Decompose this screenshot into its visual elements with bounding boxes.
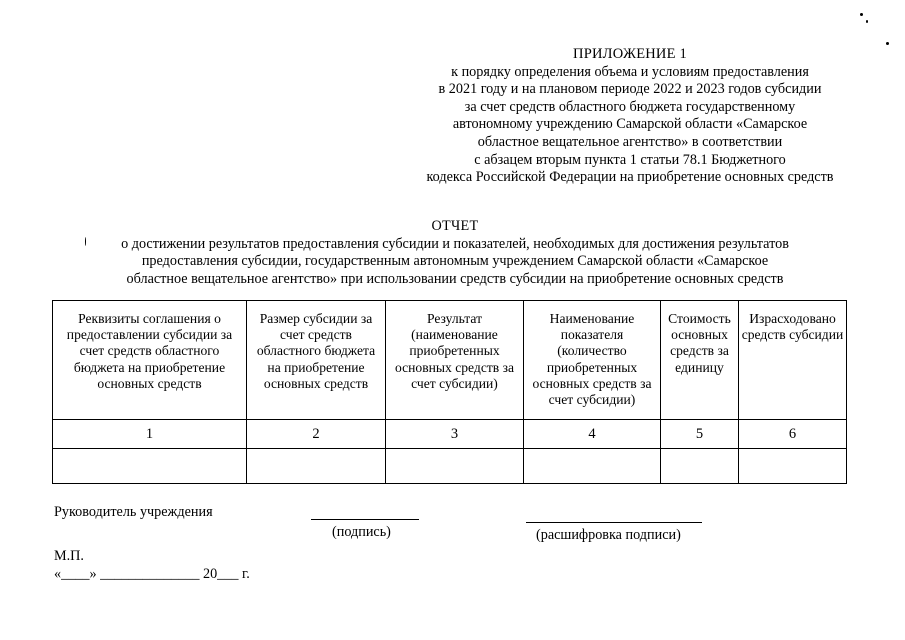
decoding-line: [526, 522, 702, 523]
column-number: 6: [739, 420, 847, 449]
decoding-caption: (расшифровка подписи): [536, 527, 681, 543]
report-line: областное вещательное агентство» при использовании средств субсидии на приобретение основных средств: [126, 270, 784, 287]
appendix-line: кодекса Российской Федерации на приобретение основных средств: [426, 169, 834, 186]
appendix-line: автономному учреждению Самарской области «Самарское: [452, 116, 808, 133]
header-agreement: Реквизиты соглашения о предоставлении субсидии за счет средств областного бюджета на приобретение основных средств: [53, 301, 247, 420]
report-heading: [60, 218, 850, 288]
appendix-title: ПРИЛОЖЕНИЕ 1: [573, 46, 687, 62]
table-cell: [53, 449, 247, 484]
header-spent: Израсходовано средств субсидии: [739, 301, 847, 420]
table-cell: [247, 449, 386, 484]
report-line: о достижении результатов предоставления субсидии и показателей, необходимых для достижения результатов: [121, 236, 789, 253]
appendix-line: областное вещательное агентство» в соответствии: [477, 133, 783, 150]
signature-caption: (подпись): [332, 524, 391, 540]
header-result: Результат (наименование приобретенных основных средств за счет субсидии): [386, 301, 524, 420]
table-cell: [386, 449, 524, 484]
table-cell: [524, 449, 661, 484]
table-cell: [739, 449, 847, 484]
scan-speck: [85, 237, 86, 246]
report-title: ОТЧЕТ: [431, 218, 479, 234]
column-number: 2: [247, 420, 386, 449]
appendix-line: к порядку определения объема и условиям предоставления: [451, 63, 809, 80]
header-subsidy-amount: Размер субсидии за счет средств областного бюджета на приобретение основных средств: [247, 301, 386, 420]
scan-speck: [886, 42, 889, 45]
appendix-line: в 2021 году и на плановом периоде 2022 и 2023 годов субсидии: [438, 81, 822, 98]
stamp-label: М.П.: [54, 548, 84, 564]
column-number: 5: [661, 420, 739, 449]
head-label: Руководитель учреждения: [54, 504, 213, 520]
header-indicator: Наименование показателя (количество приобретенных основных средств за счет субсидии): [524, 301, 661, 420]
column-number: 1: [53, 420, 247, 449]
report-line: предоставления субсидии, государственным автономным учреждением Самарской области «Самарское: [141, 253, 769, 270]
column-number: 3: [386, 420, 524, 449]
report-table: [52, 300, 847, 484]
appendix-line: за счет средств областного бюджета государственному: [464, 98, 796, 115]
table-number-row: [53, 420, 847, 449]
table-header-row: [53, 301, 847, 420]
appendix-block: [400, 46, 860, 187]
header-unit-cost: Стоимость основных средств за единицу: [661, 301, 739, 420]
appendix-line: с абзацем вторым пункта 1 статьи 78.1 Бюджетного: [474, 151, 786, 168]
scan-speck: [860, 13, 863, 16]
table-row: [53, 449, 847, 484]
table-cell: [661, 449, 739, 484]
signature-line: [311, 519, 419, 520]
date-line: «____» ______________ 20___ г.: [54, 566, 250, 582]
scan-speck: [866, 20, 868, 23]
column-number: 4: [524, 420, 661, 449]
